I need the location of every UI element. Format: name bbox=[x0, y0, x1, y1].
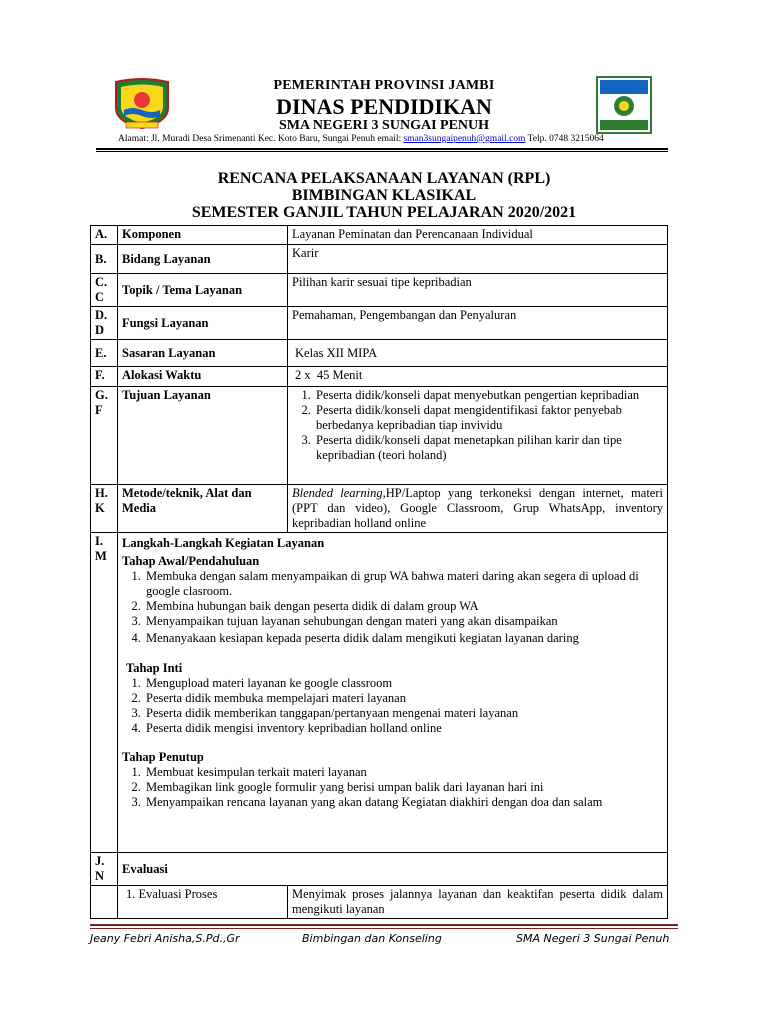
list-item: 3. Peserta didik memberikan tanggapan/pertanyaan mengenai materi layanan bbox=[144, 706, 663, 721]
row-value bbox=[288, 387, 668, 485]
activities-cell bbox=[118, 533, 668, 853]
row-label: Metode/teknik, Alat dan Media bbox=[118, 485, 288, 533]
list-item: 3. Peserta didik/konseli dapat menetapkan pilihan karir dan tipe kepribadian (teori holand) bbox=[314, 433, 663, 463]
row-value: Karir bbox=[288, 245, 668, 274]
list-item: 1. Membuat kesimpulan terkait materi layanan bbox=[144, 765, 663, 780]
row-label: Topik / Tema Layanan bbox=[118, 274, 288, 307]
table-row bbox=[91, 853, 668, 886]
stage-core-list bbox=[122, 676, 663, 736]
table-row bbox=[91, 485, 668, 533]
stage-opening-title: Tahap Awal/Pendahuluan bbox=[122, 554, 260, 568]
row-code: G. F bbox=[91, 387, 118, 485]
list-item: 1. Peserta didik/konseli dapat menyebutkan pengertian kepribadian bbox=[314, 388, 663, 403]
row-code: H. K bbox=[91, 485, 118, 533]
footer-author: Jeany Febri Anisha,S.Pd.,Gr bbox=[90, 932, 240, 945]
spacer bbox=[122, 736, 663, 750]
stage-core-title: Tahap Inti bbox=[126, 661, 183, 675]
list-item: 3. Menyampaikan rencana layanan yang akan datang Kegiatan diakhiri dengan doa dan salam bbox=[144, 795, 663, 810]
table-row bbox=[91, 533, 668, 853]
footer-rule-thin bbox=[90, 928, 678, 929]
row-label: Alokasi Waktu bbox=[118, 367, 288, 387]
letterhead-school: SMA NEGERI 3 SUNGAI PENUH bbox=[278, 118, 490, 133]
row-value: Menyimak proses jalannya layanan dan keaktifan peserta didik dalam mengikuti layanan bbox=[288, 886, 668, 919]
row-value: 2 x 45 Menit bbox=[288, 367, 668, 387]
row-label: 1. Evaluasi Proses bbox=[118, 886, 288, 919]
row-code: B. bbox=[91, 245, 118, 274]
doc-title-line3: SEMESTER GANJIL TAHUN PELAJARAN 2020/2021 bbox=[191, 204, 577, 221]
table-row bbox=[91, 367, 668, 387]
letterhead-address bbox=[118, 134, 604, 144]
doc-title-line2: BIMBINGAN KLASIKAL bbox=[291, 187, 477, 204]
row-label: Fungsi Layanan bbox=[118, 307, 288, 340]
footer-school: SMA Negeri 3 Sungai Penuh bbox=[516, 932, 670, 945]
row-label: Evaluasi bbox=[118, 853, 668, 886]
row-value: Kelas XII MIPA bbox=[288, 340, 668, 367]
row-code: D. D bbox=[91, 307, 118, 340]
table-row bbox=[91, 340, 668, 367]
address-text: Alamat: Jl. Muradi Desa Srimenanti Kec. Koto Baru, Sungai Penuh email: bbox=[118, 134, 404, 144]
table-row bbox=[91, 387, 668, 485]
email-link[interactable]: sman3sungaipenuh@gmail.com bbox=[403, 134, 526, 144]
stage-closing-list bbox=[122, 765, 663, 810]
list-item: 2. Peserta didik membuka mempelajari materi layanan bbox=[144, 691, 663, 706]
row-label: Komponen bbox=[118, 226, 288, 245]
doc-title-line1: RENCANA PELAKSANAAN LAYANAN (RPL) bbox=[217, 170, 551, 187]
list-item: 2. Peserta didik/konseli dapat mengidentifikasi faktor penyebab berbedanya kepribadian tiap invividu bbox=[314, 403, 663, 433]
letterhead-rule bbox=[96, 148, 668, 150]
list-item: 4. Menanyakaan kesiapan kepada peserta didik dalam mengikuti kegiatan layanan daring bbox=[144, 629, 663, 647]
stage-opening-list bbox=[122, 569, 663, 647]
row-code: C. C bbox=[91, 274, 118, 307]
method-text: HP/Laptop yang terkoneksi dengan internet, materi (PPT dan video), Google Classroom, Grup WhatsApp, inventory kepribadian holland online bbox=[292, 486, 663, 530]
letterhead-agency: DINAS PENDIDIKAN bbox=[276, 94, 492, 119]
list-item: 1. Mengupload materi layanan ke google classroom bbox=[144, 676, 663, 691]
list-item: 3. Menyampaikan tujuan layanan sehubungan dengan materi yang akan disampaikan bbox=[144, 614, 663, 629]
row-value bbox=[288, 485, 668, 533]
row-value: Pemahaman, Pengembangan dan Penyaluran bbox=[288, 307, 668, 340]
spacer bbox=[122, 647, 663, 661]
row-label: Sasaran Layanan bbox=[118, 340, 288, 367]
table-row bbox=[91, 886, 668, 919]
row-code bbox=[91, 886, 118, 919]
activities-title: Langkah-Langkah Kegiatan Layanan bbox=[122, 536, 325, 550]
list-item: 2. Membina hubungan baik dengan peserta didik di dalam group WA bbox=[144, 599, 663, 614]
objectives-list bbox=[292, 388, 663, 463]
letterhead-government: PEMERINTAH PROVINSI JAMBI bbox=[273, 78, 495, 93]
list-item: 1. Membuka dengan salam menyampaikan di grup WA bahwa materi daring akan segera di upload di google clasroom. bbox=[144, 569, 663, 599]
table-row bbox=[91, 307, 668, 340]
footer-rule bbox=[90, 924, 678, 926]
row-value: Pilihan karir sesuai tipe kepribadian bbox=[288, 274, 668, 307]
table-row bbox=[91, 274, 668, 307]
row-value: Layanan Peminatan dan Perencanaan Individual bbox=[288, 226, 668, 245]
list-item: 4. Peserta didik mengisi inventory kepribadian holland online bbox=[144, 721, 663, 736]
row-label: Bidang Layanan bbox=[118, 245, 288, 274]
method-italic: Blended learning, bbox=[292, 486, 386, 500]
row-code: J. N bbox=[91, 853, 118, 886]
row-code: A. bbox=[91, 226, 118, 245]
letterhead-rule-thin bbox=[96, 151, 668, 152]
list-item: 2. Membagikan link google formulir yang berisi umpan balik dari layanan hari ini bbox=[144, 780, 663, 795]
row-code: I. M bbox=[91, 533, 118, 853]
table-row bbox=[91, 245, 668, 274]
footer-subject: Bimbingan dan Konseling bbox=[302, 932, 442, 945]
stage-closing-title: Tahap Penutup bbox=[122, 750, 204, 764]
phone-text: Telp. 0748 3215064 bbox=[525, 134, 604, 144]
rpl-table bbox=[90, 225, 668, 919]
table-row bbox=[91, 226, 668, 245]
row-code: F. bbox=[91, 367, 118, 387]
row-label: Tujuan Layanan bbox=[118, 387, 288, 485]
row-code: E. bbox=[91, 340, 118, 367]
